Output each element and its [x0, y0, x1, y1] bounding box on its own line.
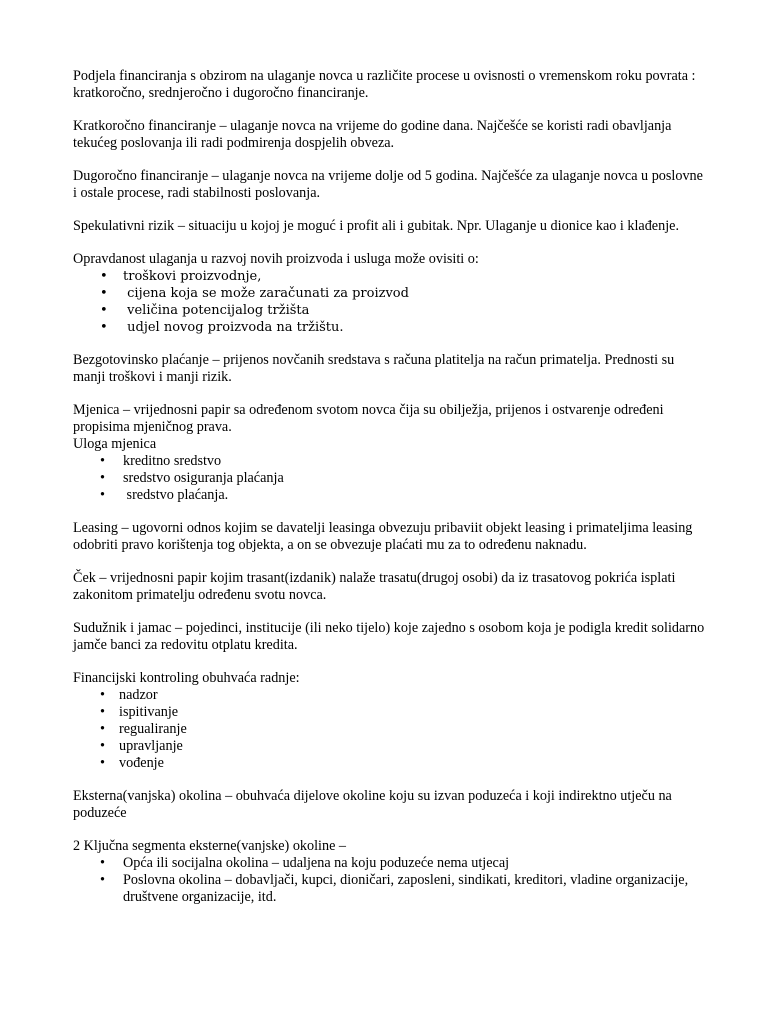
list-segmenti	[73, 855, 705, 906]
paragraph-suduznik: Sudužnik i jamac – pojedinci, institucije (ili neko tijelo) koje zajedno s osobom koja je podigla kredit solidarno jamče banci za redovitu otplatu kredita.	[73, 620, 705, 653]
list-item: • Poslovna okolina – dobavljači, kupci, dioničari, zaposleni, sindikati, kreditori, vladine organizacije, društvene organizacije, itd.	[73, 872, 705, 906]
paragraph-mjenica: Mjenica – vrijednosni papir sa određenom svotom novca čija su obilježja, prijenos i ostvarenje određeni propisima mjeničnog prava.	[73, 402, 664, 435]
list-uloga-mjenica	[73, 453, 705, 504]
list-item: • cijena koja se može zaračunati za proizvod	[73, 285, 705, 302]
paragraph-cek: Ček – vrijednosni papir kojim trasant(izdanik) nalaže trasatu(drugoj osobi) da iz trasatovog pokrića isplati zakonitom primatelju određenu svotu novca.	[73, 570, 676, 603]
heading-opravdanost: Opravdanost ulaganja u razvoj novih proizvoda i usluga može ovisiti o:	[73, 251, 479, 267]
list-kontroling	[73, 687, 705, 772]
paragraph-kratkorocno: Kratkoročno financiranje – ulaganje novca na vrijeme do godine dana. Najčešće se koristi radi obavljanja tekućeg poslovanja ili radi podmirenja dospjelih obveza.	[73, 118, 672, 151]
paragraph-dugorocno: Dugoročno financiranje – ulaganje novca na vrijeme dolje od 5 godina. Najčešće za ulaganje novca u poslovne i ostale procese, radi stabilnosti poslovanja.	[73, 168, 703, 201]
paragraph-rizik: Spekulativni rizik – situaciju u kojoj je moguć i profit ali i gubitak. Npr. Ulaganje u dionice kao i klađenje.	[73, 218, 679, 234]
heading-segmenti: 2 Ključna segmenta eksterne(vanjske) okoline –	[73, 838, 347, 854]
list-item: • kreditno sredstvo	[73, 453, 705, 470]
list-item: • veličina potencijalog tržišta	[73, 302, 705, 319]
document-body	[73, 68, 705, 922]
paragraph-bezgotovinsko: Bezgotovinsko plaćanje – prijenos novčanih sredstava s računa platitelja na račun primatelja. Prednosti su manji troškovi i manji rizik.	[73, 352, 675, 385]
paragraph-leasing: Leasing – ugovorni odnos kojim se davatelji leasinga obvezuju pribaviit objekt leasing i primateljima leasing odobriti pravo korištenja tog objekta, a on se obvezuje plaćati mu za to određenu naknadu.	[73, 520, 693, 553]
heading-uloga-mjenica: Uloga mjenica	[73, 436, 157, 452]
list-item: • regualiranje	[73, 721, 705, 738]
list-item: • nadzor	[73, 687, 705, 704]
list-item: • Opća ili socijalna okolina – udaljena na koju poduzeće nema utjecaj	[73, 855, 705, 872]
list-item: • vođenje	[73, 755, 705, 772]
list-item: • upravljanje	[73, 738, 705, 755]
paragraph-eksterna: Eksterna(vanjska) okolina – obuhvaća dijelove okoline koju su izvan poduzeća i koji indirektno utječu na poduzeće	[73, 788, 672, 821]
heading-kontroling: Financijski kontroling obuhvaća radnje:	[73, 670, 300, 686]
list-opravdanost	[73, 268, 705, 336]
list-item: • sredstvo plaćanja.	[73, 487, 705, 504]
list-item: • ispitivanje	[73, 704, 705, 721]
paragraph-intro: Podjela financiranja s obzirom na ulaganje novca u različite procese u ovisnosti o vremenskom roku povrata : kratkoročno, srednjeročno i dugoročno financiranje.	[73, 68, 696, 101]
list-item: • sredstvo osiguranja plaćanja	[73, 470, 705, 487]
list-item: • troškovi proizvodnje,	[73, 268, 705, 285]
list-item: • udjel novog proizvoda na tržištu.	[73, 319, 705, 336]
